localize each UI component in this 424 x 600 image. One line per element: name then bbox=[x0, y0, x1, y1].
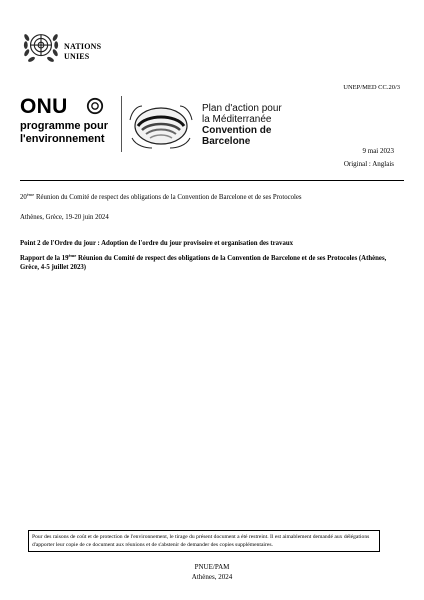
map-logo-icon bbox=[126, 100, 196, 150]
un-name bbox=[64, 42, 101, 62]
map-name-line1: Plan d'action pour bbox=[202, 103, 282, 114]
agenda-item: Point 2 de l'Ordre du jour : Adoption de l'ordre du jour provisoire et organisation des travaux bbox=[20, 240, 294, 247]
publication-place-year: Athènes, 2024 bbox=[191, 573, 233, 581]
meeting-ordinal: 20 bbox=[20, 194, 27, 201]
onu-laurel-icon bbox=[86, 97, 104, 115]
meeting-ordinal-suffix: ème bbox=[26, 192, 35, 197]
map-name bbox=[202, 103, 282, 147]
un-name-line2: UNIES bbox=[64, 52, 90, 61]
report-rest: Réunion du Comité de respect des obligations de la Convention de Barcelone et de ses Protocoles (Athènes, Grèce, 4-5 juillet 2023) bbox=[20, 255, 387, 271]
document-symbol: UNEP/MED CC.20/3 bbox=[343, 84, 400, 91]
report-ordinal-suffix: ème bbox=[68, 253, 77, 258]
original-language: Original : Anglais bbox=[343, 160, 394, 168]
onu-wordmark: ONU bbox=[20, 95, 68, 118]
meeting-name: Réunion du Comité de respect des obligations de la Convention de Barcelone et de ses Protocoles bbox=[34, 194, 302, 201]
report-title bbox=[20, 254, 400, 272]
un-emblem-icon bbox=[22, 28, 60, 66]
document-date: 9 mai 2023 bbox=[362, 147, 394, 155]
publisher: PNUE/PAM bbox=[194, 563, 230, 571]
un-name-line1: NATIONS bbox=[64, 42, 102, 51]
header-rule bbox=[20, 180, 404, 181]
meeting-place-date: Athènes, Grèce, 19-20 juin 2024 bbox=[20, 214, 109, 221]
unep-name bbox=[20, 120, 108, 146]
logo-divider bbox=[121, 96, 122, 152]
map-name-line2: la Méditerranée bbox=[202, 114, 272, 125]
meeting-title bbox=[20, 193, 302, 202]
unep-name-line1: programme pour bbox=[20, 120, 109, 132]
printing-note: Pour des raisons de coût et de protection de l'environnement, le tirage du présent document a été restreint. Il est aimablement demandé aux délégations d'apporter leur copie de ce document aux réunions et de s'abstenir de demander des copies supplémentaires. bbox=[28, 530, 380, 552]
report-prefix: Rapport de la 19 bbox=[20, 255, 69, 262]
unep-name-line2: l'environnement bbox=[20, 133, 105, 145]
map-name-line3: Convention de bbox=[202, 125, 272, 136]
map-name-line4: Barcelone bbox=[202, 136, 251, 147]
